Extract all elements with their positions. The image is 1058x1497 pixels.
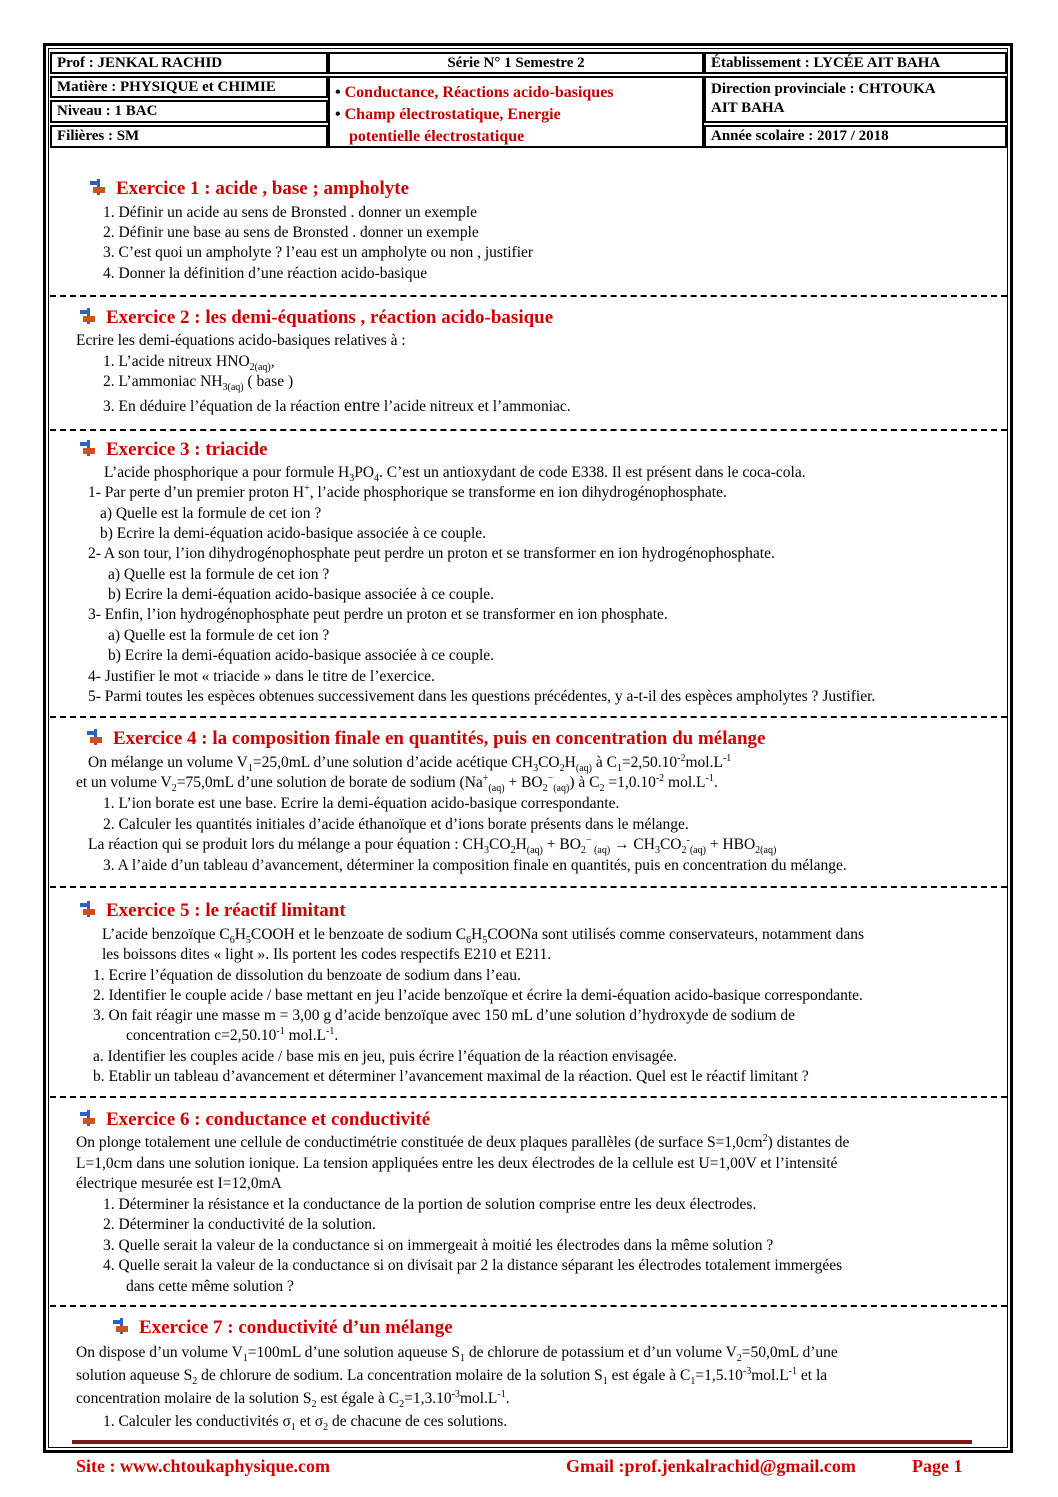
ex2-item-2: 2. L’ammoniac $NH_{3(aq)}$ ( base ) — [103, 373, 294, 394]
separator — [50, 716, 1007, 718]
arrow-bullet-icon — [90, 179, 108, 195]
ex3-line: b) Ecrire la demi-équation acido-basique associée à ce couple. — [100, 525, 487, 542]
ex5-title: Exercice 5 : le réactif limitant — [80, 901, 346, 920]
ex3-line: a) Quelle est la formule de cet ion ? — [108, 566, 330, 583]
direction-line2: AIT BAHA — [711, 100, 785, 116]
ex7-p1: On dispose d’un volume $V_1=100mL$ d’une solution aqueuse $S_1$ de chlorure de potassium et d’un volume $V_2=50,0mL$ d’une — [76, 1344, 838, 1365]
ex4-line-2: et un volume $V_2=75,0mL$ d’une solution de borate de sodium $(Na^+_{(aq)} + BO_2^-_{(aq)})$ à $C_2 =1,0.10^{-2}$ $mol.L^{-1}$. — [76, 772, 718, 795]
bottom-rule — [72, 1440, 972, 1444]
arrow-bullet-icon — [80, 440, 98, 456]
ex6-q2: 2. Déterminer la conductivité de la solution. — [103, 1216, 376, 1233]
ex1-item-3: 3. C’est quoi un ampholyte ? l’eau est un ampholyte ou non , justifier — [103, 244, 534, 261]
arrow-bullet-icon — [87, 729, 105, 745]
serie-cell: Série N° 1 Semestre 2 — [328, 52, 704, 74]
separator — [50, 1305, 1007, 1307]
separator — [50, 295, 1007, 297]
ex4-line-1: On mélange un volume $V_1=25,0mL$ d’une solution d’acide acétique $CH_3CO_2H_{(aq)}$ à $C_1=2,50.10^{-2}mol.L^{-1}$ — [88, 752, 732, 775]
ex6-q3: 3. Quelle serait la valeur de la conductance si on immergeait à moitié les électrodes dans la même solution ? — [103, 1237, 774, 1254]
ex2-item-1: 1. L’acide nitreux $HNO_{2(aq)}$, — [103, 353, 275, 374]
ex2-title: Exercice 2 : les demi-équations , réaction acido-basique — [80, 308, 553, 327]
ex1-item-4: 4. Donner la définition d’une réaction acido-basique — [103, 265, 428, 282]
ex1-title: Exercice 1 : acide , base ; ampholyte — [90, 179, 409, 198]
direction-line1: Direction provinciale : CHTOUKA — [711, 81, 936, 97]
ex5-q2: 2. Identifier le couple acide / base mettant en jeu l’acide benzoïque et écrire la demi-équation acido-basique correspondante. — [93, 987, 863, 1004]
ex5-p1: L’acide benzoïque $C_6H_5COOH$ et le benzoate de sodium $C_6H_5COONa$ sont utilisés comme conservateurs, notamment dans — [102, 926, 864, 947]
ex5-q3-cont: concentration $c=2,50.10^{-1}$ $mol.L^{-1}$. — [126, 1025, 339, 1044]
ex1-item-1: 1. Définir un acide au sens de Bronsted . donner un exemple — [103, 204, 478, 221]
ex5-q1: 1. Ecrire l’équation de dissolution du benzoate de sodium dans l’eau. — [93, 967, 521, 984]
ex3-line: b) Ecrire la demi-équation acido-basique associée à ce couple. — [108, 586, 495, 603]
topics-cell: • Conductance, Réactions acido-basiques • Champ électrostatique, Energie potentielle électrostatique — [328, 76, 704, 148]
ex6-q1: 1. Déterminer la résistance et la conductance de la portion de solution comprise entre les deux électrodes. — [103, 1196, 757, 1213]
annee-cell: Année scolaire : 2017 / 2018 — [704, 125, 1007, 148]
ex5-p2: les boissons dites « light ». Ils portent les codes respectifs E210 et E211. — [102, 946, 552, 963]
niveau-cell: Niveau : 1 BAC — [50, 100, 328, 123]
direction-cell — [704, 76, 1007, 123]
footer-site-link[interactable]: Site : www.chtoukaphysique.com — [76, 1456, 331, 1476]
ex6-p3: électrique mesurée est I=12,0mA — [76, 1175, 282, 1192]
ex3-title: Exercice 3 : triacide — [80, 440, 268, 459]
ex1-item-2: 2. Définir une base au sens de Bronsted . donner un exemple — [103, 224, 479, 241]
filieres-cell: Filières : SM — [50, 125, 328, 148]
ex4-q1: 1. L’ion borate est une base. Ecrire la demi-équation acido-basique correspondante. — [103, 795, 620, 812]
arrow-bullet-icon — [80, 308, 98, 324]
footer-page-number: Page 1 — [912, 1456, 963, 1476]
ex7-q1: 1. Calculer les conductivités $\sigma_1$ et $\sigma_2$ de chacune de ces solutions. — [103, 1413, 508, 1434]
matiere-cell: Matière : PHYSIQUE et CHIMIE — [50, 76, 328, 98]
footer-gmail-link[interactable]: Gmail :prof.jenkalrachid@gmail.com — [566, 1456, 856, 1476]
separator — [50, 429, 1007, 431]
ex6-p1: On plonge totalement une cellule de conductimétrie constituée de deux plaques parallèles (de surface $S=1,0cm^2$) distantes de — [76, 1132, 850, 1151]
ex7-p2: solution aqueuse $S_2$ de chlorure de sodium. La concentration molaire de la solution $S_1$ est égale à $C_1=1,5.10^{-3}mol.L^{-1}$ et la — [76, 1365, 828, 1388]
header-table — [50, 52, 1007, 150]
topic-1: Conductance, Réactions acido-basiques — [344, 84, 614, 101]
ex3-q1: 1- Par perte d’un premier proton H+, l’acide phosphorique se transforme en ion dihydrogénophosphate. — [88, 482, 727, 501]
ex4-title: Exercice 4 : la composition finale en quantités, puis en concentration du mélange — [87, 729, 766, 748]
ex3-line: a) Quelle est la formule de cet ion ? — [108, 627, 330, 644]
separator — [50, 1096, 1007, 1098]
ex3-line: 4- Justifier le mot « triacide » dans le titre de l’exercice. — [88, 668, 435, 685]
ex7-p3: concentration molaire de la solution $S_2$ est égale à $C_2=1,3.10^{-3}mol.L^{-1}$. — [76, 1388, 510, 1411]
ex2-item-3: 3. En déduire l’équation de la réaction entre l’acide nitreux et l’ammoniac. — [103, 395, 571, 415]
ex6-q4: 4. Quelle serait la valeur de la conductance si on divisait par 2 la distance séparant les électrodes totalement immergées — [103, 1257, 843, 1274]
ex5-qa: a. Identifier les couples acide / base mis en jeu, puis écrire l’équation de la réaction envisagée. — [93, 1048, 678, 1065]
arrow-bullet-icon — [80, 901, 98, 917]
prof-cell: Prof : JENKAL RACHID — [50, 52, 328, 74]
ex4-q2: 2. Calculer les quantités initiales d’acide éthanoïque et d’ions borate présents dans le mélange. — [103, 816, 689, 833]
ex6-title: Exercice 6 : conductance et conductivité — [80, 1110, 430, 1129]
arrow-bullet-icon — [80, 1110, 98, 1126]
ex4-q3: 3. A l’aide d’un tableau d’avancement, déterminer la composition finale en quantités, puis en concentration du mélange. — [103, 857, 847, 874]
separator — [50, 886, 1007, 888]
ex6-q4-cont: dans cette même solution ? — [126, 1278, 294, 1295]
topic-2: Champ électrostatique, Energie — [344, 106, 561, 123]
ex3-line: 2- A son tour, l’ion dihydrogénophosphate peut perdre un proton et se transformer en ion hydrogénophosphate. — [88, 545, 775, 562]
etablissement-cell: Établissement : LYCÉE AIT BAHA — [704, 52, 1007, 74]
ex5-q3: 3. On fait réagir une masse m = 3,00 g d’acide benzoïque avec 150 mL d’une solution d’hydroxyde de sodium de — [93, 1007, 796, 1024]
ex6-p2: L=1,0cm dans une solution ionique. La tension appliquées entre les deux électrodes de la cellule est U=1,00V et l’intensité — [76, 1155, 838, 1172]
ex3-line: 3- Enfin, l’ion hydrogénophosphate peut perdre un proton et se transformer en ion phosphate. — [88, 606, 668, 623]
ex3-intro: L’acide phosphorique a pour formule $H_3PO_4$. C’est un antioxydant de code E338. Il est présent dans le coca-cola. — [104, 464, 806, 485]
ex3-line: b) Ecrire la demi-équation acido-basique associée à ce couple. — [108, 647, 495, 664]
ex4-reaction: La réaction qui se produit lors du mélange a pour équation : $CH_3CO_2H_{(aq)} + BO_2^-$ $_{(aq)} \to CH_3CO_2^-_{(aq)} + HBO_{2(aq)}$ — [88, 834, 777, 857]
ex2-intro: Ecrire les demi-équations acido-basiques relatives à : — [76, 332, 406, 349]
ex7-title: Exercice 7 : conductivité d’un mélange — [113, 1318, 453, 1337]
ex3-line: a) Quelle est la formule de cet ion ? — [100, 505, 322, 522]
ex5-qb: b. Etablir un tableau d’avancement et déterminer l’avancement maximal de la réaction. Quel est le réactif limitant ? — [93, 1068, 809, 1085]
topic-2-cont: potentielle électrostatique — [349, 128, 525, 145]
arrow-bullet-icon — [113, 1318, 131, 1334]
ex3-line: 5- Parmi toutes les espèces obtenues successivement dans les questions précédentes, y a-t-il des espèces ampholytes ? Justifier. — [88, 688, 876, 705]
